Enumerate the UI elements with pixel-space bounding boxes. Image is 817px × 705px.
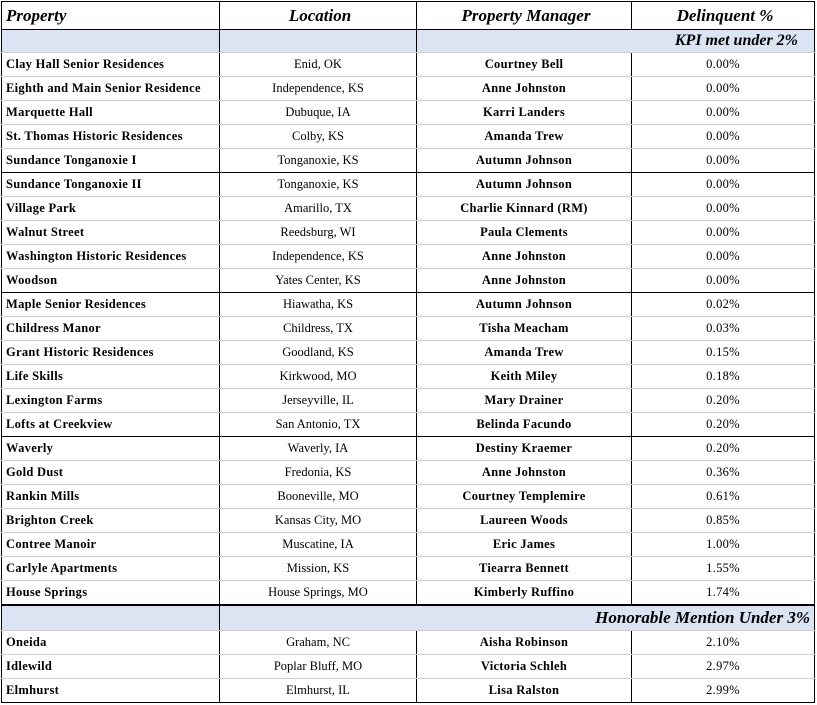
kpi-section bbox=[2, 30, 815, 606]
property-cell: Washington Historic Residences bbox=[2, 245, 220, 269]
table-row bbox=[2, 557, 815, 581]
header-row bbox=[2, 2, 815, 30]
location-cell: Independence, KS bbox=[220, 245, 417, 269]
table-row bbox=[2, 101, 815, 125]
header-delinquent: Delinquent % bbox=[632, 2, 815, 30]
location-cell: Kirkwood, MO bbox=[220, 365, 417, 389]
manager-cell: Autumn Johnson bbox=[417, 173, 632, 197]
table-row bbox=[2, 413, 815, 437]
manager-cell: Autumn Johnson bbox=[417, 293, 632, 317]
delinquent-cell: 2.10% bbox=[632, 631, 815, 655]
table-row bbox=[2, 149, 815, 173]
property-cell: Walnut Street bbox=[2, 221, 220, 245]
property-cell: Life Skills bbox=[2, 365, 220, 389]
delinquent-cell: 2.97% bbox=[632, 655, 815, 679]
manager-cell: Tiearra Bennett bbox=[417, 557, 632, 581]
table-row bbox=[2, 197, 815, 221]
location-cell: Tonganoxie, KS bbox=[220, 173, 417, 197]
property-cell: Waverly bbox=[2, 437, 220, 461]
location-cell: Enid, OK bbox=[220, 53, 417, 77]
location-cell: Amarillo, TX bbox=[220, 197, 417, 221]
location-cell: House Springs, MO bbox=[220, 581, 417, 606]
property-cell: Contree Manoir bbox=[2, 533, 220, 557]
location-cell: Goodland, KS bbox=[220, 341, 417, 365]
manager-cell: Courtney Templemire bbox=[417, 485, 632, 509]
property-cell: Brighton Creek bbox=[2, 509, 220, 533]
table-row bbox=[2, 53, 815, 77]
property-cell: Idlewild bbox=[2, 655, 220, 679]
delinquent-cell: 0.85% bbox=[632, 509, 815, 533]
manager-cell: Courtney Bell bbox=[417, 53, 632, 77]
table-row bbox=[2, 317, 815, 341]
property-cell: Sundance Tonganoxie I bbox=[2, 149, 220, 173]
property-cell: Rankin Mills bbox=[2, 485, 220, 509]
property-cell: Eighth and Main Senior Residence bbox=[2, 77, 220, 101]
table-row bbox=[2, 389, 815, 413]
table-row bbox=[2, 77, 815, 101]
location-cell: Poplar Bluff, MO bbox=[220, 655, 417, 679]
location-cell: Hiawatha, KS bbox=[220, 293, 417, 317]
location-cell: Reedsburg, WI bbox=[220, 221, 417, 245]
manager-cell: Anne Johnston bbox=[417, 77, 632, 101]
header-location: Location bbox=[220, 2, 417, 30]
location-cell: Kansas City, MO bbox=[220, 509, 417, 533]
manager-cell: Belinda Facundo bbox=[417, 413, 632, 437]
manager-cell: Destiny Kraemer bbox=[417, 437, 632, 461]
section-label-kpi: KPI met under 2% bbox=[417, 30, 815, 53]
manager-cell: Victoria Schleh bbox=[417, 655, 632, 679]
delinquent-cell: 2.99% bbox=[632, 679, 815, 703]
property-cell: Woodson bbox=[2, 269, 220, 293]
table-row bbox=[2, 631, 815, 655]
header-property: Property bbox=[2, 2, 220, 30]
section-header-honorable bbox=[2, 605, 815, 631]
delinquent-cell: 0.00% bbox=[632, 53, 815, 77]
manager-cell: Mary Drainer bbox=[417, 389, 632, 413]
table-row bbox=[2, 125, 815, 149]
location-cell: Dubuque, IA bbox=[220, 101, 417, 125]
honorable-section bbox=[2, 605, 815, 703]
property-cell: Gold Dust bbox=[2, 461, 220, 485]
location-cell: San Antonio, TX bbox=[220, 413, 417, 437]
property-cell: Maple Senior Residences bbox=[2, 293, 220, 317]
header-manager: Property Manager bbox=[417, 2, 632, 30]
property-cell: Sundance Tonganoxie II bbox=[2, 173, 220, 197]
location-cell: Booneville, MO bbox=[220, 485, 417, 509]
location-cell: Childress, TX bbox=[220, 317, 417, 341]
delinquent-cell: 0.15% bbox=[632, 341, 815, 365]
manager-cell: Anne Johnston bbox=[417, 269, 632, 293]
location-cell: Tonganoxie, KS bbox=[220, 149, 417, 173]
table-row bbox=[2, 245, 815, 269]
property-cell: Lofts at Creekview bbox=[2, 413, 220, 437]
delinquent-cell: 0.36% bbox=[632, 461, 815, 485]
location-cell: Colby, KS bbox=[220, 125, 417, 149]
property-cell: Carlyle Apartments bbox=[2, 557, 220, 581]
location-cell: Muscatine, IA bbox=[220, 533, 417, 557]
property-cell: Grant Historic Residences bbox=[2, 341, 220, 365]
property-cell: St. Thomas Historic Residences bbox=[2, 125, 220, 149]
table-row bbox=[2, 485, 815, 509]
location-cell: Mission, KS bbox=[220, 557, 417, 581]
delinquent-cell: 0.20% bbox=[632, 437, 815, 461]
table-row bbox=[2, 437, 815, 461]
delinquent-cell: 1.55% bbox=[632, 557, 815, 581]
manager-cell: Karri Landers bbox=[417, 101, 632, 125]
property-cell: Village Park bbox=[2, 197, 220, 221]
property-cell: Marquette Hall bbox=[2, 101, 220, 125]
delinquent-cell: 0.00% bbox=[632, 197, 815, 221]
property-cell: House Springs bbox=[2, 581, 220, 606]
table-row bbox=[2, 461, 815, 485]
table-row bbox=[2, 173, 815, 197]
property-cell: Elmhurst bbox=[2, 679, 220, 703]
manager-cell: Kimberly Ruffino bbox=[417, 581, 632, 606]
manager-cell: Tisha Meacham bbox=[417, 317, 632, 341]
table-row bbox=[2, 581, 815, 606]
table-row bbox=[2, 679, 815, 703]
delinquent-cell: 0.00% bbox=[632, 245, 815, 269]
manager-cell: Anne Johnston bbox=[417, 461, 632, 485]
manager-cell: Anne Johnston bbox=[417, 245, 632, 269]
property-cell: Childress Manor bbox=[2, 317, 220, 341]
property-cell: Oneida bbox=[2, 631, 220, 655]
location-cell: Waverly, IA bbox=[220, 437, 417, 461]
manager-cell: Aisha Robinson bbox=[417, 631, 632, 655]
table-row bbox=[2, 533, 815, 557]
delinquent-cell: 1.74% bbox=[632, 581, 815, 606]
manager-cell: Charlie Kinnard (RM) bbox=[417, 197, 632, 221]
delinquent-cell: 1.00% bbox=[632, 533, 815, 557]
delinquent-cell: 0.20% bbox=[632, 389, 815, 413]
manager-cell: Paula Clements bbox=[417, 221, 632, 245]
manager-cell: Laureen Woods bbox=[417, 509, 632, 533]
manager-cell: Amanda Trew bbox=[417, 125, 632, 149]
manager-cell: Amanda Trew bbox=[417, 341, 632, 365]
table-row bbox=[2, 341, 815, 365]
location-cell: Independence, KS bbox=[220, 77, 417, 101]
location-cell: Elmhurst, IL bbox=[220, 679, 417, 703]
location-cell: Yates Center, KS bbox=[220, 269, 417, 293]
delinquent-cell: 0.00% bbox=[632, 101, 815, 125]
table-row bbox=[2, 269, 815, 293]
table-row bbox=[2, 221, 815, 245]
location-cell: Jerseyville, IL bbox=[220, 389, 417, 413]
table-row bbox=[2, 655, 815, 679]
table-row bbox=[2, 509, 815, 533]
delinquent-cell: 0.00% bbox=[632, 269, 815, 293]
table-row bbox=[2, 365, 815, 389]
delinquent-cell: 0.00% bbox=[632, 149, 815, 173]
section-label-honorable: Honorable Mention Under 3% bbox=[220, 605, 815, 631]
manager-cell: Keith Miley bbox=[417, 365, 632, 389]
delinquent-cell: 0.02% bbox=[632, 293, 815, 317]
section-header-kpi bbox=[2, 30, 815, 53]
manager-cell: Autumn Johnson bbox=[417, 149, 632, 173]
location-cell: Graham, NC bbox=[220, 631, 417, 655]
delinquent-cell: 0.00% bbox=[632, 77, 815, 101]
property-cell: Lexington Farms bbox=[2, 389, 220, 413]
delinquent-cell: 0.03% bbox=[632, 317, 815, 341]
delinquent-cell: 0.20% bbox=[632, 413, 815, 437]
delinquent-cell: 0.61% bbox=[632, 485, 815, 509]
delinquent-cell: 0.00% bbox=[632, 173, 815, 197]
manager-cell: Lisa Ralston bbox=[417, 679, 632, 703]
location-cell: Fredonia, KS bbox=[220, 461, 417, 485]
property-cell: Clay Hall Senior Residences bbox=[2, 53, 220, 77]
delinquent-cell: 0.00% bbox=[632, 125, 815, 149]
delinquent-cell: 0.00% bbox=[632, 221, 815, 245]
delinquent-cell: 0.18% bbox=[632, 365, 815, 389]
delinquency-table bbox=[1, 1, 815, 703]
table-row bbox=[2, 293, 815, 317]
manager-cell: Eric James bbox=[417, 533, 632, 557]
